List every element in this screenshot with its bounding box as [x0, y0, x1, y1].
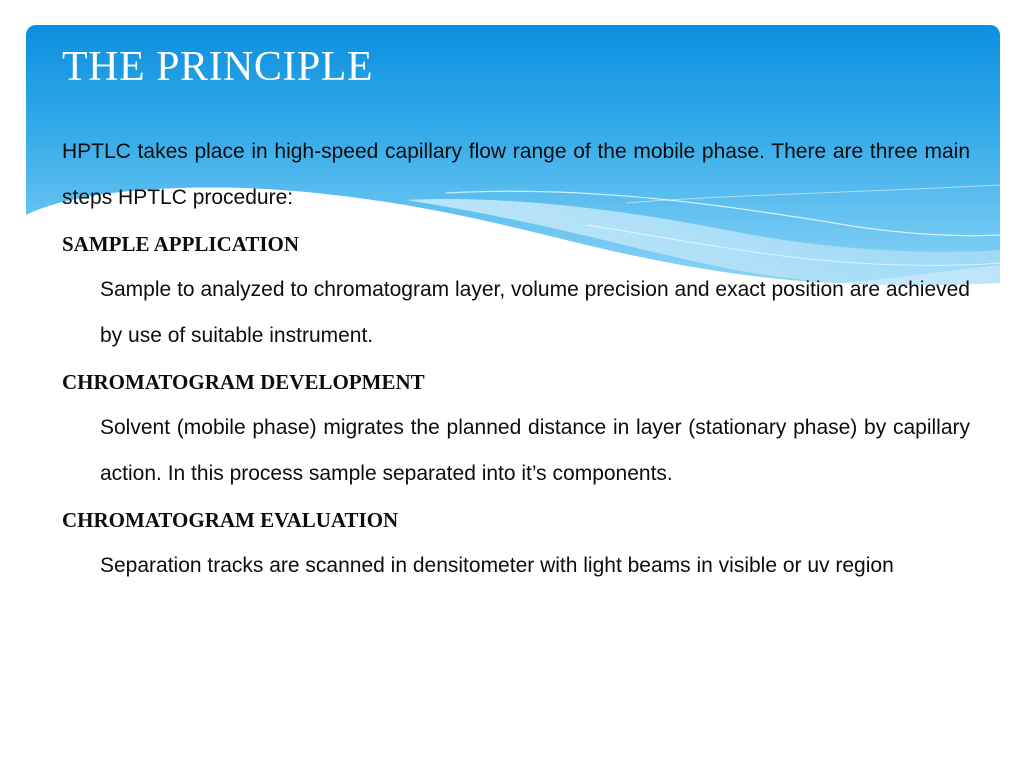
section-body-sample-application: Sample to analyzed to chromatogram layer, volume precision and exact position are achieved by use of suitable instrument. — [100, 278, 970, 347]
slide-body — [62, 129, 970, 589]
section-heading-chromatogram-evaluation: CHROMATOGRAM EVALUATION — [62, 508, 399, 532]
section-heading-sample-application: SAMPLE APPLICATION — [62, 232, 300, 256]
slide-title: THE PRINCIPLE — [62, 44, 373, 90]
intro-paragraph: HPTLC takes place in high-speed capillary flow range of the mobile phase. There are three main steps HPTLC procedure: — [62, 140, 970, 209]
section-body-chromatogram-development: Solvent (mobile phase) migrates the planned distance in layer (stationary phase) by capillary action. In this process sample separated into it’s components. — [100, 416, 970, 485]
section-body-chromatogram-evaluation: Separation tracks are scanned in densitometer with light beams in visible or uv region — [100, 554, 894, 577]
section-heading-chromatogram-development: CHROMATOGRAM DEVELOPMENT — [62, 370, 425, 394]
